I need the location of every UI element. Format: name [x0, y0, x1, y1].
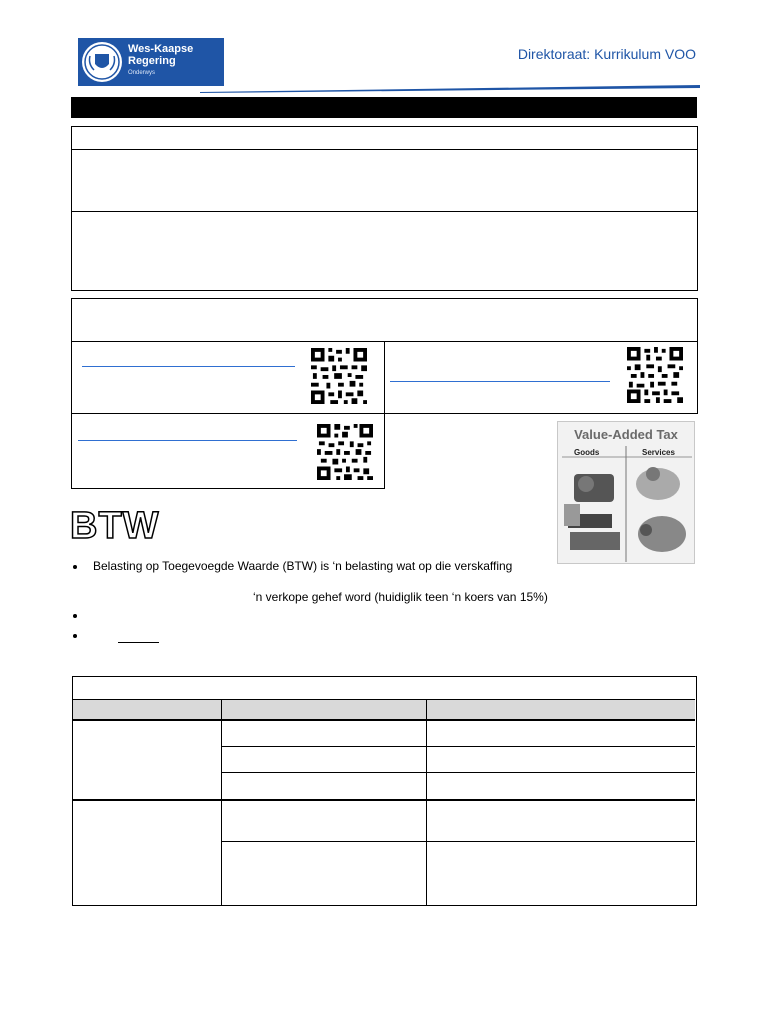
- qr-code-icon[interactable]: [627, 347, 683, 403]
- info-box-divider: [72, 149, 697, 150]
- logo-text-line2: Regering: [128, 55, 176, 67]
- table-rule: [222, 841, 695, 842]
- info-box-divider: [72, 211, 697, 212]
- section-title: BTW: [70, 505, 160, 547]
- resource-link-2[interactable]: [390, 381, 610, 382]
- logo-text-line3: Onderwys: [128, 70, 156, 76]
- bullet-text-1-line2: ‘n verkope gehef word (huidiglik teen ‘n koers van 15%): [253, 590, 548, 604]
- vat-image-title: Value-Added Tax: [574, 427, 678, 442]
- table-col-divider: [426, 699, 427, 905]
- blank-underline: [118, 642, 159, 643]
- vat-table: [72, 676, 697, 906]
- resource-link-1[interactable]: [82, 366, 295, 367]
- qr-code-icon[interactable]: [311, 348, 367, 404]
- bullet-text-1-line1: Belasting op Toegevoegde Waarde (BTW) is ‘n belasting wat op die verskaffing: [93, 559, 513, 573]
- department-title: Direktoraat: Kurrikulum VOO: [517, 46, 696, 62]
- bullet-dot: [73, 565, 77, 569]
- vat-goods-label: Goods: [574, 448, 600, 457]
- resources-divider: [384, 341, 385, 413]
- vat-services-label: Services: [642, 448, 675, 457]
- table-col-divider: [221, 699, 222, 905]
- header-swoosh-line: [0, 82, 768, 94]
- coat-of-arms-icon: [82, 42, 122, 82]
- qr-code-icon[interactable]: [317, 424, 373, 480]
- vat-illustration: [557, 421, 695, 564]
- resources-box: [71, 298, 698, 414]
- wcg-logo: [78, 38, 224, 86]
- resource-link-3[interactable]: [78, 440, 297, 441]
- bullet-dot: [73, 634, 77, 638]
- info-box: [71, 126, 698, 291]
- table-rule: [73, 799, 695, 801]
- table-rule: [222, 772, 695, 773]
- bullet-dot: [73, 614, 77, 618]
- table-header-row: [73, 699, 695, 719]
- table-rule: [222, 746, 695, 747]
- title-bar: [71, 97, 697, 118]
- table-rule: [73, 699, 695, 700]
- table-rule: [73, 719, 695, 721]
- logo-text-line1: Wes-Kaapse: [128, 43, 194, 55]
- goods-services-clipart-icon: [558, 444, 696, 564]
